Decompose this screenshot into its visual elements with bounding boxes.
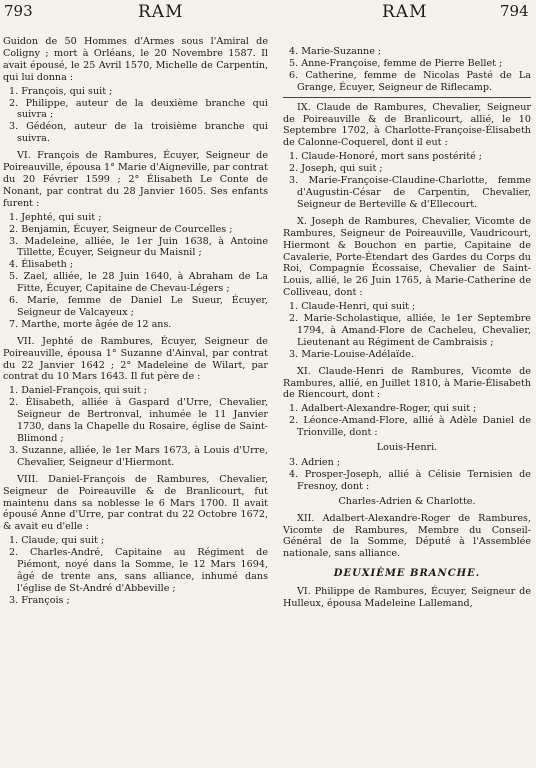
list-item: 2. Charles-André, Capitaine au Régiment de Piémont, noyé dans la Somme, le 12 Mars 1694, âgé de trente ans, sans alliance, inhumé dans l'église de St-André d'Abbeville ; (9, 547, 268, 594)
list-item: 6. Catherine, femme de Nicolas Pasté de La Grange, Écuyer, Seigneur de Riflecamp. (289, 69, 531, 93)
list-item: 3. Gédéon, auteur de la troisième branche qui suivra. (9, 121, 268, 145)
descendant-line: Charles-Adrien & Charlotte. (338, 495, 476, 507)
list-item: 3. Madeleine, alliée, le 1er Juin 1638, à Antoine Tillette, Écuyer, Seigneur du Maisnil ; (9, 235, 268, 259)
list-item: 6. Marie, femme de Daniel Le Sueur, Écuyer, Seigneur de Valcayeux ; (9, 295, 268, 318)
list-item: 2. Marie-Scholastique, alliée, le 1er Septembre 1794, à Amand-Flore de Cacheleu, Chevalier, Lieutenant au Régiment de Cambraisis ; (289, 313, 531, 348)
children-list (3, 86, 268, 146)
list-item: 3. Marie-Louise-Adélaïde. (289, 348, 415, 360)
page-number-left: 793 (4, 2, 33, 20)
paragraph-branch-two: VI. Philippe de Rambures, Écuyer, Seigneur de Hulleux, épousa Madeleine Lallemand, (283, 586, 531, 610)
list-item: 4. Élisabeth ; (9, 259, 74, 271)
children-list (283, 151, 531, 211)
running-title-left: RAM (138, 2, 184, 22)
paragraph-generation-xii: XII. Adalbert-Alexandre-Roger de Rambures, Vicomte de Rambures, Membre du Conseil-Général de la Somme, Député à l'Assemblée nationale, sans alliance. (283, 512, 531, 560)
children-list (283, 301, 531, 361)
list-item: 1. Claude-Henri, qui suit ; (289, 301, 416, 313)
list-item: 3. François ; (9, 594, 70, 606)
children-list (3, 535, 268, 606)
list-item: 1. Adalbert-Alexandre-Roger, qui suit ; (289, 403, 477, 415)
children-list (283, 403, 531, 439)
list-item: 1. Jephté, qui suit ; (9, 211, 102, 223)
section-heading: DEUXIÈME BRANCHE. (333, 568, 481, 580)
paragraph-generation-ix: IX. Claude de Rambures, Chevalier, Seigneur de Poireauville & de Branlicourt, allié, le 10 Septembre 1702, à Charlotte-Françoise-Élisabeth de Calonne-Coquerel, dont il eut : (283, 101, 531, 149)
list-item: 4. Prosper-Joseph, allié à Célisie Ternisien de Fresnoy, dont : (289, 468, 531, 492)
list-item: 1. Claude-Honoré, mort sans postérité ; (289, 151, 483, 163)
list-item: 3. Adrien ; (289, 457, 341, 468)
list-item: 1. Claude, qui suit ; (9, 535, 105, 547)
list-item: 5. Zael, alliée, le 28 Juin 1640, à Abraham de La Fitte, Écuyer, Capitaine de Chevau-Légers ; (9, 271, 268, 295)
paragraph-generation-vii: VII. Jephté de Rambures, Écuyer, Seigneur de Poireauville, épousa 1° Suzanne d'Ainval, par contrat du 22 Janvier 1642 ; 2° Madeleine de Wilart, par contrat du 10 Mars 1643. Il fut père de : (3, 335, 268, 383)
children-list (3, 385, 268, 468)
paragraph-generation-xi: XI. Claude-Henri de Rambures, Vicomte de Rambures, allié, en Juillet 1810, à Marie-Élisabeth de Riencourt, dont : (283, 365, 531, 401)
children-list (283, 457, 531, 493)
list-item: 2. Benjamin, Écuyer, Seigneur de Courcelles ; (9, 223, 233, 235)
descendant-line: Louis-Henri. (376, 442, 438, 454)
list-item: 2. Joseph, qui suit ; (289, 163, 383, 175)
children-list (3, 212, 268, 331)
running-title-right: RAM (382, 2, 428, 22)
list-item: 4. Marie-Suzanne ; (289, 46, 382, 57)
list-item: 3. Suzanne, alliée, le 1er Mars 1673, à Louis d'Urre, Chevalier, Seigneur d'Hiermont. (9, 444, 268, 468)
list-item: 3. Marie-Françoise-Claudine-Charlotte, femme d'Augustin-César de Carpentin, Chevalier, Seigneur de Berteville & d'Ellecourt. (289, 175, 531, 210)
list-item: 1. Daniel-François, qui suit ; (9, 385, 147, 397)
paragraph-generation-viii: VIII. Daniel-François de Rambures, Chevalier, Seigneur de Poireauville & de Branlicourt, fut maintenu dans sa noblesse le 6 Mars 1700. Il avait épousé Anne d'Urre, par contrat du 22 Octobre 1672, & avait eu d'elle : (3, 473, 268, 533)
list-item: 7. Marthe, morte âgée de 12 ans. (9, 318, 172, 330)
right-column (283, 44, 531, 610)
divider (283, 97, 531, 98)
list-item: 2. Élisabeth, alliée à Gaspard d'Urre, Chevalier, Seigneur de Bertronval, inhumée le 11 Janvier 1730, dans la Chapelle du Rosaire, église de Saint-Blimond ; (9, 397, 268, 444)
paragraph: Guidon de 50 Hommes d'Armes sous l'Amiral de Coligny ; mort à Orléans, le 20 Novembre 1587. Il avait épousé, le 25 Avril 1570, Michelle de Carpentin, qui lui donna : (3, 36, 268, 83)
page-number-right: 794 (500, 2, 529, 20)
paragraph-generation-x: X. Joseph de Rambures, Chevalier, Vicomte de Rambures, Seigneur de Poireauville, Vaudricourt, Hiermont & Bouchon en partie, Capitaine de Cavalerie, Porte-Étendart des Gardes du Corps du Roi, Compagnie Écossaise, Chevalier de Saint-Louis, allié, le 26 Juin 1765, à Marie-Catherine de Colliveau, dont : (283, 215, 531, 299)
list-item: 1. François, qui suit ; (9, 85, 113, 97)
list-item: 2. Philippe, auteur de la deuxième branche qui suivra ; (9, 97, 268, 121)
children-list (283, 46, 531, 94)
list-item: 2. Léonce-Amand-Flore, allié à Adèle Daniel de Trionville, dont : (289, 415, 531, 439)
left-column (3, 36, 268, 610)
paragraph-generation-vi: VI. François de Rambures, Écuyer, Seigneur de Poireauville, épousa 1° Marie d'Aigneville, par contrat du 20 Février 1599 ; 2° Élisabeth Le Conte de Nonant, par contrat du 28 Janvier 1605. Ses enfants furent : (3, 150, 268, 209)
list-item: 5. Anne-Françoise, femme de Pierre Bellet ; (289, 57, 503, 69)
